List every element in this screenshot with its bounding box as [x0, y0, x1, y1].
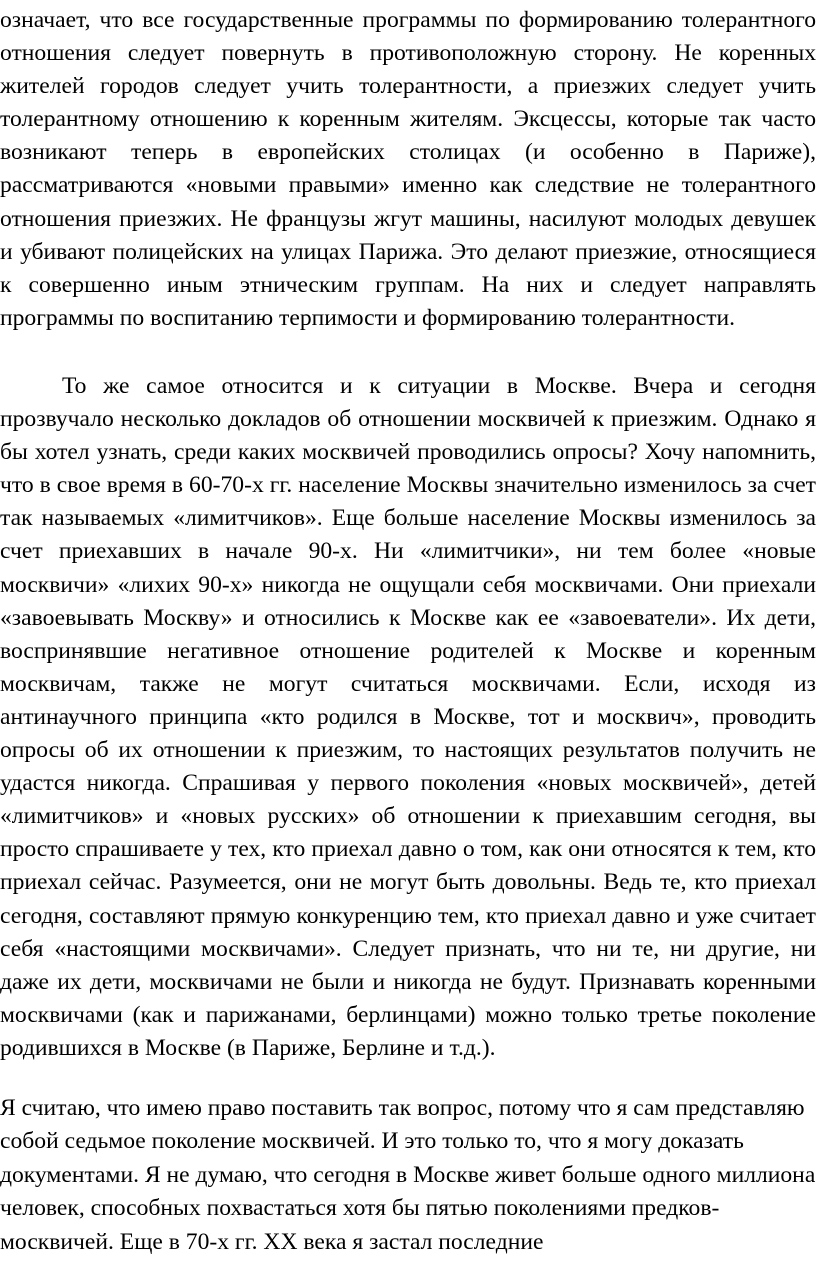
paragraph-tolerance-programs: означает, что все государственные программы по формированию толерантного отношения следует повернуть в противоположную сторону. Не коренных жителей городов следует учить толерантности, а приезжих следует учить толерантному отношению к коренным жителям. Эксцессы, которые так часто возникают теперь в европейских столицах (и особенно в Париже), рассматриваются «новыми правыми» именно как следствие не толерантного отношения приезжих. Не французы жгут машины, насилуют молодых девушек и убивают полицейских на улицах Парижа. Это делают приезжие, относящиеся к совершенно иным этническим группам. На них и следует направлять программы по воспитанию терпимости и формированию толерантности.: [0, 7, 816, 331]
paragraph-seventh-generation: Я считаю, что имею право поставить так вопрос, потому что я сам представляю собой седьмое поколение москвичей. И это только то, что я могу доказать документами. Я не думаю, что сегодня в Москве живет больше одного миллиона человек, способных похвастаться хотя бы пятью поколениями предков-москвичей. Еще в 70-х гг. XX века я застал последние: [0, 1095, 816, 1255]
paragraph-moscow-situation: То же самое относится и к ситуации в Москве. Вчера и сегодня прозвучало несколько докладов об отношении москвичей к приезжим. Однако я бы хотел узнать, среди каких москвичей проводились опросы? Хочу напомнить, что в свое время в 60-70-х гг. население Москвы значительно изменилось за счет так называемых «лимитчиков». Еще больше население Москвы изменилось за счет приехавших в начале 90-х. Ни «лимитчики», ни тем более «новые москвичи» «лихих 90-х» никогда не ощущали себя москвичами. Они приехали «завоевывать Москву» и относились к Москве как ее «завоеватели». Их дети, воспринявшие негативное отношение родителей к Москве и коренным москвичам, также не могут считаться москвичами. Если, исходя из антинаучного принципа «кто родился в Москве, тот и москвич», проводить опросы об их отношении к приезжим, то настоящих результатов получить не удастся никогда. Спрашивая у первого поколения «новых москвичей», детей «лимитчиков» и «новых русских» об отношении к приехавшим сегодня, вы просто спрашиваете у тех, кто приехал давно о том, как они относятся к тем, кто приехал сейчас. Разумеется, они не могут быть довольны. Ведь те, кто приехал сегодня, составляют прямую конкуренцию тем, кто приехал давно и уже считает себя «настоящими москвичами». Следует признать, что ни те, ни другие, ни даже их дети, москвичами не были и никогда не будут. Признавать коренными москвичами (как и парижанами, берлинцами) можно только третье поколение родившихся в Москве (в Париже, Берлине и т.д.).: [0, 373, 816, 1061]
